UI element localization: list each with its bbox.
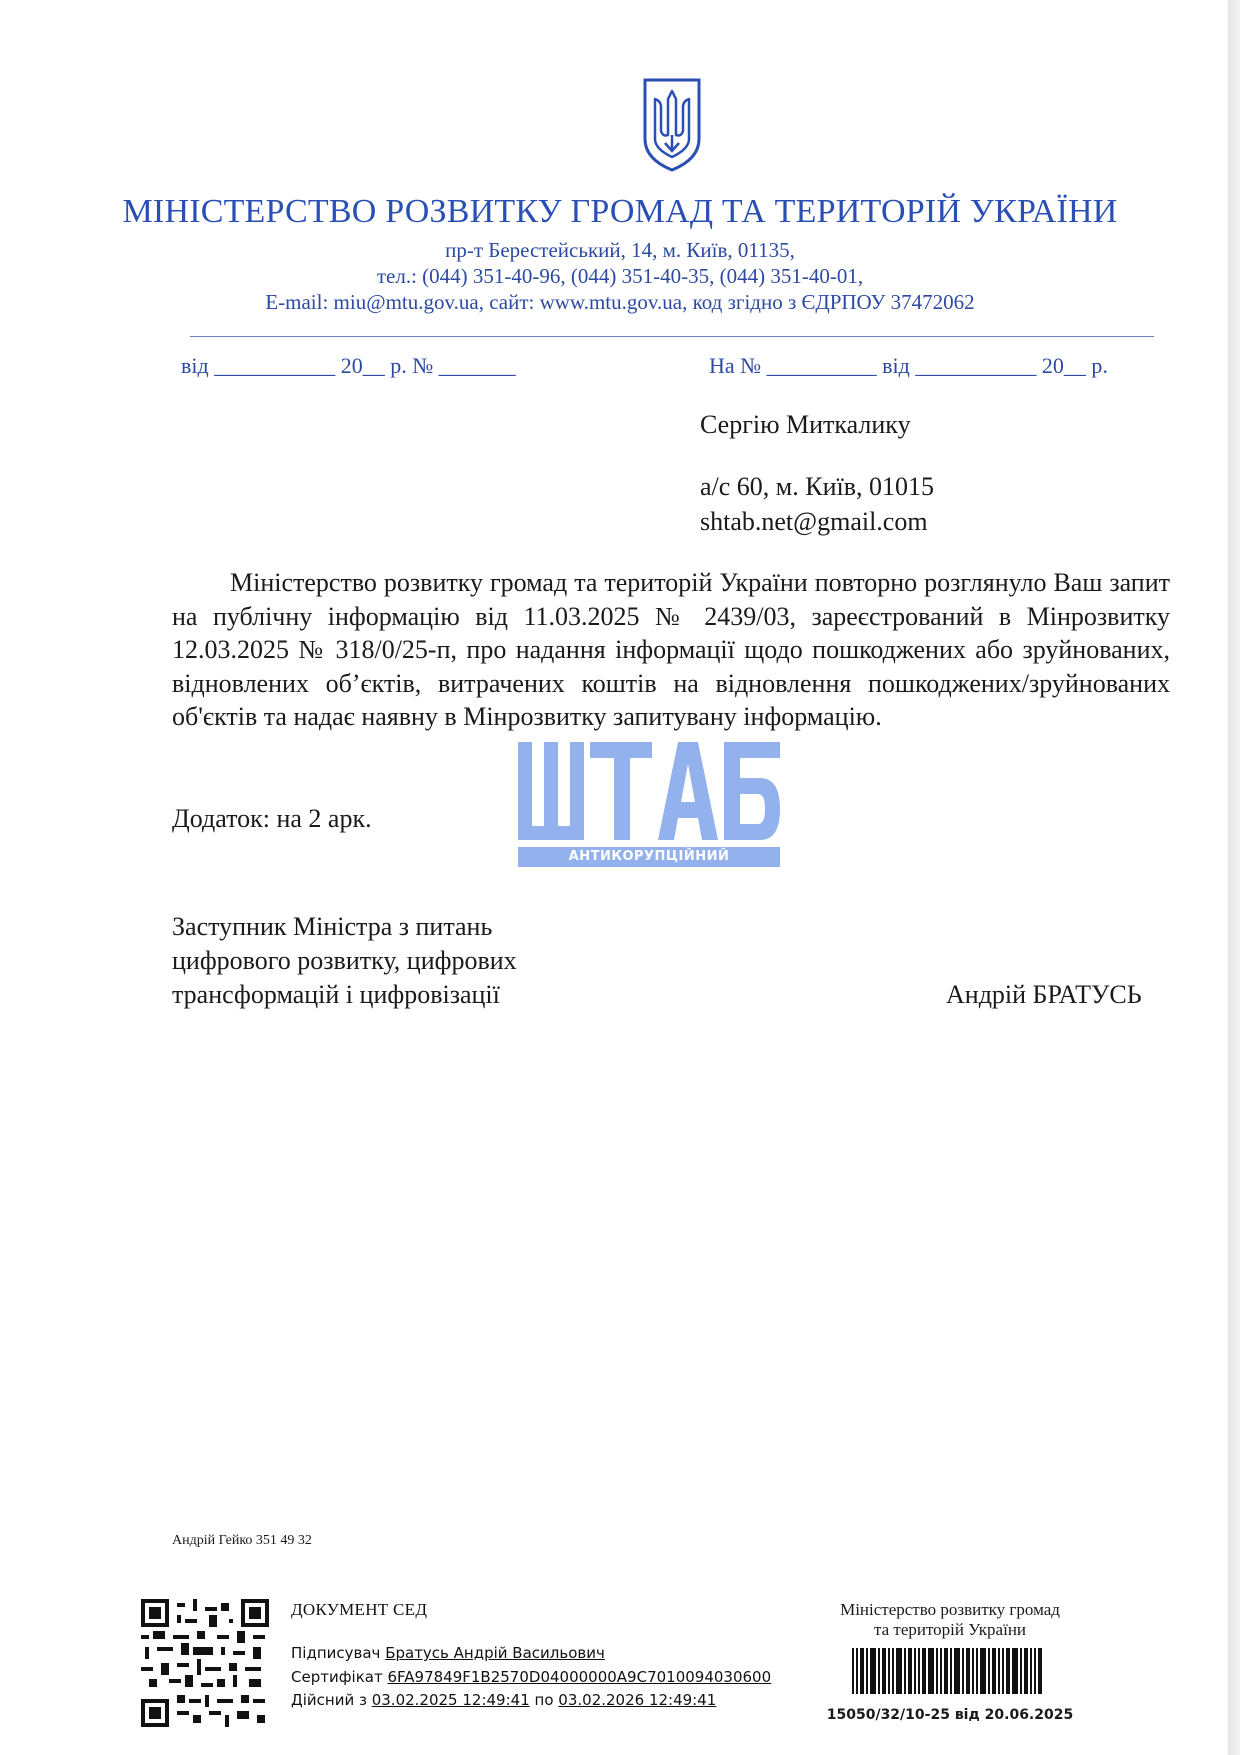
attachment-note: Додаток: на 2 арк. [172, 804, 372, 833]
sed-certificate [291, 1668, 771, 1686]
ministry-contacts: E-mail: miu@mtu.gov.ua, сайт: www.mtu.gov.ua, код згідно з ЄДРПОУ 37472062 [265, 290, 975, 314]
header-divider [190, 336, 1154, 337]
sed-signer [291, 1644, 605, 1662]
ministry-phones: тел.: (044) 351-40-96, (044) 351-40-35, (044) 351-40-01, [376, 264, 864, 288]
signer-name: Андрій БРАТУСЬ [946, 980, 1142, 1009]
stamp-org-line2: та територій України [873, 1620, 1027, 1639]
sed-validity [291, 1691, 716, 1709]
incoming-registration-field: На № __________ від ___________ 20__ р. [709, 353, 1108, 378]
sed-title: ДОКУМЕНТ СЕД [291, 1600, 428, 1619]
signer-position-line1: Заступник Міністра з питань [172, 912, 493, 941]
signer-position-line3: трансформацій і цифровізації [172, 980, 500, 1009]
sed-valid-from: 03.02.2025 12:49:41 [371, 1691, 530, 1709]
sed-certificate-label: Сертифікат [291, 1668, 383, 1686]
sed-valid-to-label: по [534, 1691, 554, 1709]
stamp-org-line1: Міністерство розвитку громад [840, 1600, 1060, 1619]
trident-emblem-icon [641, 77, 703, 173]
ministry-title: МІНІСТЕРСТВО РОЗВИТКУ ГРОМАД ТА ТЕРИТОРІЙ УКРАЇНИ [122, 193, 1118, 230]
executor-contact: Андрій Гейко 351 49 32 [172, 1533, 312, 1548]
signer-position-line2: цифрового розвитку, цифрових [172, 946, 517, 975]
recipient-email: shtab.net@gmail.com [700, 507, 928, 536]
stamp-registration-number: 15050/32/10-25 від 20.06.2025 [826, 1707, 1074, 1723]
sed-certificate-value: 6FA97849F1B2570D04000000A9C7010094030600 [387, 1668, 772, 1686]
sed-signer-value: Братусь Андрій Васильович [385, 1644, 605, 1662]
shtab-logo-icon [518, 742, 780, 840]
shtab-watermark [518, 742, 780, 867]
qr-code-icon [141, 1599, 269, 1727]
recipient-name: Сергію Миткалику [700, 410, 911, 439]
sed-valid-to: 03.02.2026 12:49:41 [558, 1691, 717, 1709]
barcode-icon [852, 1648, 1042, 1694]
shtab-watermark-band: АНТИКОРУПЦІЙНИЙ [518, 847, 780, 867]
ministry-address: пр-т Берестейський, 14, м. Київ, 01135, [445, 238, 795, 262]
sed-valid-label: Дійсний з [291, 1691, 367, 1709]
recipient-address: а/с 60, м. Київ, 01015 [700, 472, 935, 501]
outgoing-registration-field: від ___________ 20__ р. № _______ [181, 353, 516, 378]
stamp-organization [800, 1600, 1100, 1640]
letter-body: Міністерство розвитку громад та територій України повторно розглянуло Ваш запит на публічну інформацію від 11.03.2025 № 2439/03, зареєстрований в Мінрозвитку 12.03.2025 № 318/0/25-п, про надання інформації щодо пошкоджених або зруйнованих, відновлених об’єктів, витрачених коштів на відновлення пошкоджених/зруйнованих об'єктів та надає наявну в Мінрозвитку запитувану інформацію. [172, 568, 1170, 731]
sed-signer-label: Підписувач [291, 1644, 381, 1662]
